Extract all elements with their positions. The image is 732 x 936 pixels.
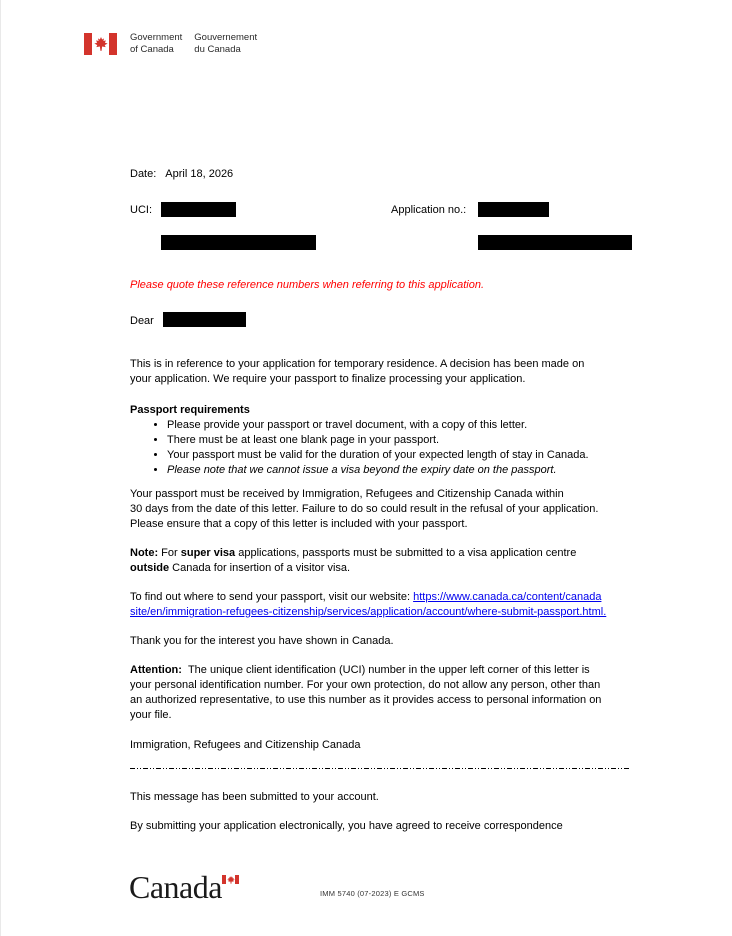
flag-bar xyxy=(235,875,239,884)
maple-leaf-icon xyxy=(226,875,235,884)
where-to-send-paragraph xyxy=(130,590,650,620)
electronic-agreement-line: By submitting your application electronically, you have agreed to receive correspondence xyxy=(130,820,563,832)
link-line1[interactable]: https://www.canada.ca/content/canada xyxy=(413,591,602,603)
note-text: applications, passports must be submitted to a visa application centre xyxy=(235,547,577,559)
intro-paragraph: This is in reference to your application for temporary residence. A decision has been made on your application. We require your passport to finalize processing your application. xyxy=(130,358,585,385)
note-label: Note: xyxy=(130,547,159,559)
bullet-item: • Your passport must be valid for the duration of your expected length of stay in Canada. xyxy=(167,448,633,463)
bullet-item: • There must be at least one blank page in your passport. xyxy=(167,433,633,448)
attention-paragraph xyxy=(130,663,633,723)
gov-en-line1: Government xyxy=(130,32,183,43)
note-bold-super-visa: super visa xyxy=(180,547,236,559)
dear-label: Dear xyxy=(130,315,154,327)
wordmark-text: Canad xyxy=(129,869,209,905)
uci-redaction-bar xyxy=(161,202,236,217)
canada-flag-icon xyxy=(84,33,117,55)
gov-fr-line2: du Canada xyxy=(194,43,241,55)
reference-numbers-row xyxy=(130,202,633,219)
gov-en-line2: of Canada xyxy=(130,43,174,55)
wordmark-last-a: a xyxy=(208,869,222,905)
passport-requirements-list xyxy=(130,418,633,478)
application-no-label: Application no.: xyxy=(391,204,467,216)
date-value: April 18, 2026 xyxy=(165,168,234,180)
flag-bar xyxy=(109,33,117,55)
link-line2[interactable]: site/en/immigration-refugees-citizenship/services/application/account/where-submit-passport.html. xyxy=(130,606,607,618)
gov-fr-line1: Gouvernement xyxy=(194,32,258,43)
government-of-canada-signature xyxy=(84,32,257,55)
form-number: IMM 5740 (07-2023) E GCMS xyxy=(320,889,425,898)
note-bold-outside: outside xyxy=(130,562,170,574)
date-label: Date: xyxy=(130,168,157,180)
flag-bar xyxy=(84,33,92,55)
bullet-item: • Please provide your passport or travel document, with a copy of this letter. xyxy=(167,418,633,433)
passport-requirements-heading: Passport requirements xyxy=(130,404,250,416)
super-visa-note xyxy=(130,546,633,576)
redaction-bar xyxy=(161,235,316,250)
passport-deadline-paragraph: Your passport must be received by Immigration, Refugees and Citizenship Canada within 30 days from the date of this letter. Failure to do so could result in the refusal of your application. Please ensure that a copy of this letter is included with your passport. xyxy=(130,488,599,530)
note-text: Canada for insertion of a visitor visa. xyxy=(169,562,351,574)
government-of-canada-french xyxy=(194,32,257,55)
salutation-line xyxy=(130,312,633,329)
government-of-canada-english xyxy=(130,32,182,55)
maple-leaf-icon xyxy=(92,33,109,55)
note-text: For xyxy=(158,547,181,559)
dashed-divider-line xyxy=(130,768,631,769)
application-no-redaction-bar xyxy=(478,202,549,217)
link-intro-text: To find out where to send your passport, visit our website: xyxy=(130,591,414,603)
uci-label: UCI: xyxy=(130,204,152,216)
attention-text: The unique client identification (UCI) number in the upper left corner of this letter is your personal identification number. For your own protection, do not allow any person, other than an authorized representative, to use this number as it provides access to personal information on your file. xyxy=(130,664,602,721)
attention-label: Attention: xyxy=(130,664,182,676)
redaction-bar xyxy=(478,235,632,250)
date-line xyxy=(130,167,633,182)
redacted-reference-row xyxy=(130,235,633,251)
name-redaction-bar xyxy=(163,312,246,327)
thank-you-line: Thank you for the interest you have shown in Canada. xyxy=(130,635,394,647)
quote-reference-notice: Please quote these reference numbers when referring to this application. xyxy=(130,279,485,291)
signoff-line: Immigration, Refugees and Citizenship Canada xyxy=(130,739,361,751)
wordmark-flag-icon xyxy=(222,875,239,884)
account-submitted-line: This message has been submitted to your account. xyxy=(130,791,379,803)
canada-wordmark xyxy=(129,869,222,905)
bullet-item: • Please note that we cannot issue a visa beyond the expiry date on the passport. xyxy=(167,463,633,478)
